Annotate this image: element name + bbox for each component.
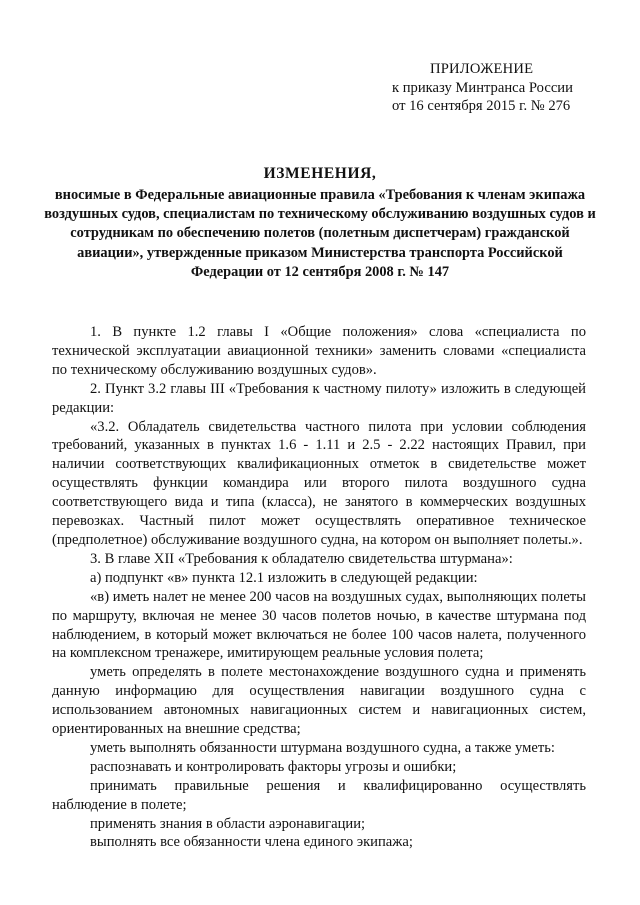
- paragraph-crew-duties: выполнять все обязанности члена единого экипажа;: [90, 834, 413, 851]
- paragraph-item-1: 1. В пункте 1.2 главы I «Общие положения» слова «специалиста по технической эксплуатации авиационной техники» заменить словами «специалиста по техническому обслуживанию воздушных судов».: [52, 324, 586, 378]
- paragraph-item-2: 2. Пункт 3.2 главы III «Требования к частному пилоту» изложить в следующей редакции:: [52, 380, 586, 416]
- paragraph-threats: распознавать и контролировать факторы угрозы и ошибки;: [90, 758, 457, 775]
- paragraph-decisions: принимать правильные решения и квалифицированно осуществлять наблюдение в полете;: [52, 777, 586, 813]
- paragraph-item-3: 3. В главе XII «Требования к обладателю свидетельства штурмана»:: [90, 550, 513, 567]
- paragraph-quote-v: «в) иметь налет не менее 200 часов на воздушных судах, выполняющих полеты по маршруту, включая не менее 30 часов полетов ночью, в качестве штурмана под наблюдением, в который может включаться не более 100 часов налета, полученного на комплексном тренажере, имитирующем реальные условия полета;: [52, 588, 586, 662]
- appendix-title: ПРИЛОЖЕНИЕ: [430, 61, 534, 77]
- document-body: [52, 323, 586, 852]
- paragraph-quote-3-2: «3.2. Обладатель свидетельства частного пилота при условии соблюдения требований, указанных в пунктах 1.6 - 1.11 и 2.5 - 2.22 настоящих Правил, при наличии соответствующих квалификационных отметок в свидетельстве может осуществлять функции командира или второго пилота воздушного судна соответствующего вида и типа (класса), не занятого в коммерческих воздушных перевозках. Частный пилот может осуществлять оперативное техническое (предполетное) обслуживание воздушного судна, на котором он выполняет полеты.».: [52, 418, 586, 548]
- appendix-order-date: от 16 сентября 2015 г. № 276: [392, 98, 571, 114]
- paragraph-navigation: уметь определять в полете местонахождение воздушного судна и применять данную информацию для осуществления навигации воздушного судна с использованием автономных навигационных систем и навигационных систем, ориентированных на внешние средства;: [52, 664, 586, 738]
- paragraph-aeronavigation: применять знания в области аэронавигации;: [90, 815, 366, 832]
- document-heading: [40, 163, 600, 282]
- paragraph-navigator-duties: уметь выполнять обязанности штурмана воздушного судна, а также уметь:: [90, 739, 555, 756]
- document-subtitle: вносимые в Федеральные авиационные правила «Требования к членам экипажа воздушных судов, специалистам по техническому обслуживанию воздушных судов и сотрудникам по обеспечению полетов (полетным диспетчерам) гражданской авиации», утвержденные приказом Министерства транспорта Российской Федерации от 12 сентября 2008 г. № 147: [44, 187, 596, 280]
- appendix-order-ref: к приказу Минтранса России: [392, 79, 573, 96]
- paragraph-subitem-a: а) подпункт «в» пункта 12.1 изложить в следующей редакции:: [90, 569, 478, 586]
- appendix-header: [392, 60, 622, 116]
- document-title: ИЗМЕНЕНИЯ,: [263, 165, 377, 182]
